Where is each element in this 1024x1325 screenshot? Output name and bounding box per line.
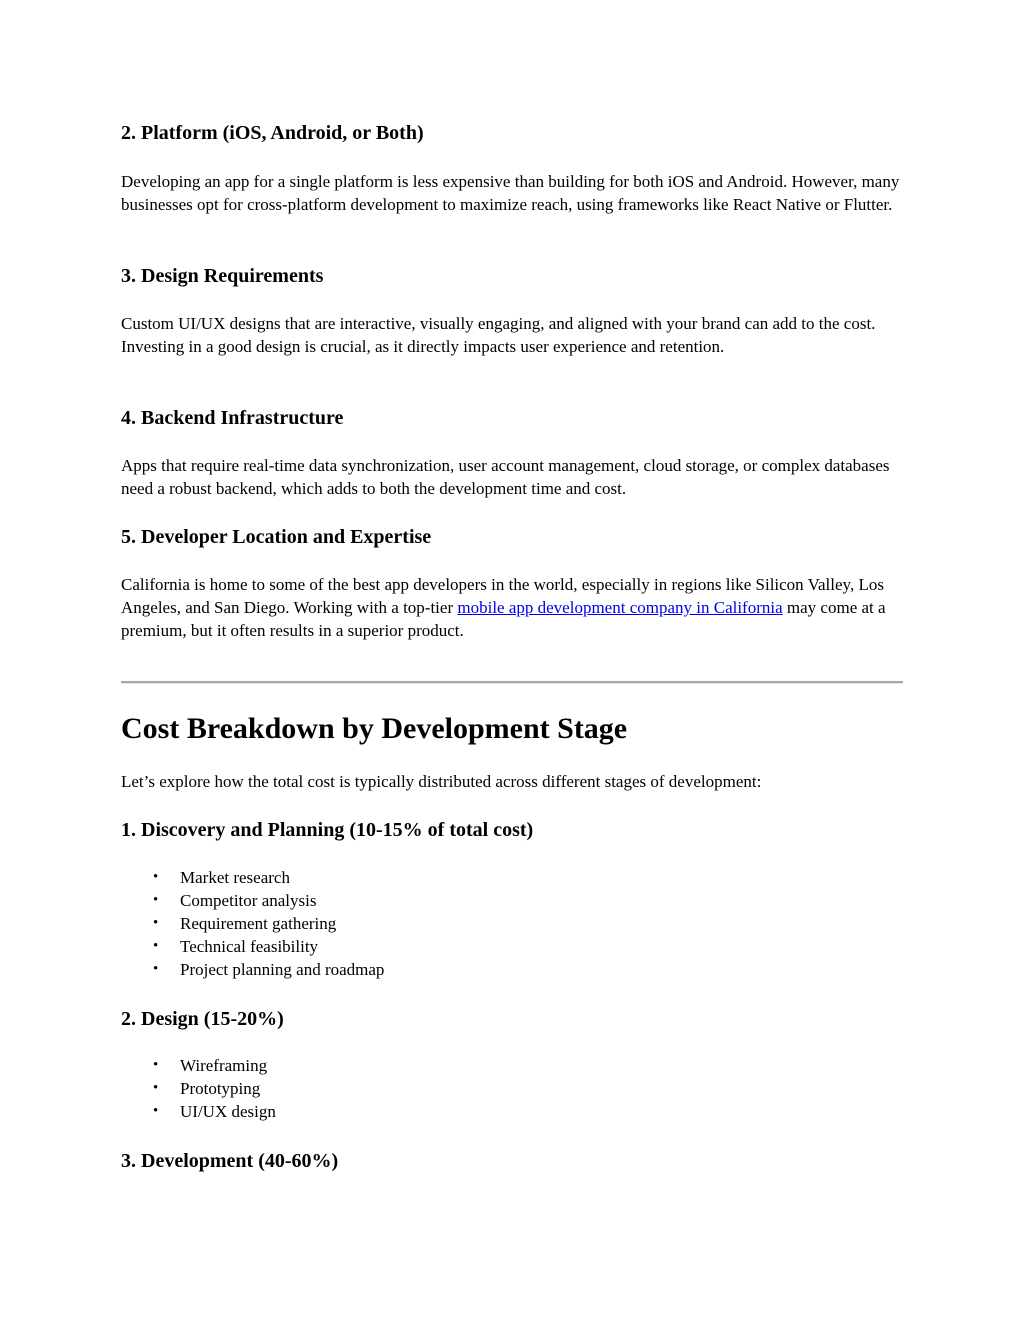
section-body-platform: Developing an app for a single platform is less expensive than building for both iOS and Android. However, many businesses opt for cross-platform development to maximize reach, using frameworks like React Native or Flutter. [121, 172, 900, 214]
list-item: • Wireframing [121, 1054, 904, 1077]
section-heading-backend: 4. Backend Infrastructure [121, 407, 344, 429]
list-item: • UI/UX design [121, 1100, 904, 1123]
list-item: • Requirement gathering [121, 912, 904, 935]
body-text-before-link: California is home to some of the best app developers in the world, especially in regions like Silicon Valley, Los Angeles, and San Diego. Working with a top-tier [121, 575, 884, 617]
section-heading-design-requirements: 3. Design Requirements [121, 265, 324, 287]
section-body-backend: Apps that require real-time data synchronization, user account management, cloud storage, or complex databases need a robust backend, which adds to both the development time and cost. [121, 456, 890, 498]
list-item: • Project planning and roadmap [121, 958, 904, 981]
page-title: Cost Breakdown by Development Stage [121, 712, 628, 745]
section-heading-platform: 2. Platform (iOS, Android, or Both) [121, 122, 424, 144]
list-item: • Competitor analysis [121, 889, 904, 912]
stage-list-discovery [121, 866, 904, 981]
mobile-app-development-link[interactable]: mobile app development company in California [457, 598, 783, 617]
stage-heading-development: 3. Development (40-60%) [121, 1150, 339, 1172]
stage-heading-discovery: 1. Discovery and Planning (10-15% of total cost) [121, 819, 534, 841]
stage-heading-design: 2. Design (15-20%) [121, 1008, 284, 1030]
list-item: • Prototyping [121, 1077, 904, 1100]
list-item: • Market research [121, 866, 904, 889]
list-item: • Technical feasibility [121, 935, 904, 958]
stage-list-design [121, 1054, 904, 1123]
section-heading-developer-location: 5. Developer Location and Expertise [121, 526, 432, 548]
section-body-design-requirements: Custom UI/UX designs that are interactive, visually engaging, and aligned with your brand can add to the cost. Investing in a good design is crucial, as it directly impacts user experience and retention. [121, 314, 876, 356]
horizontal-divider [121, 681, 903, 684]
intro-paragraph: Let’s explore how the total cost is typically distributed across different stages of development: [121, 772, 762, 791]
body-text-after-link: may come at a premium, but it often results in a superior product. [121, 598, 886, 640]
section-body-developer-location [121, 573, 904, 642]
